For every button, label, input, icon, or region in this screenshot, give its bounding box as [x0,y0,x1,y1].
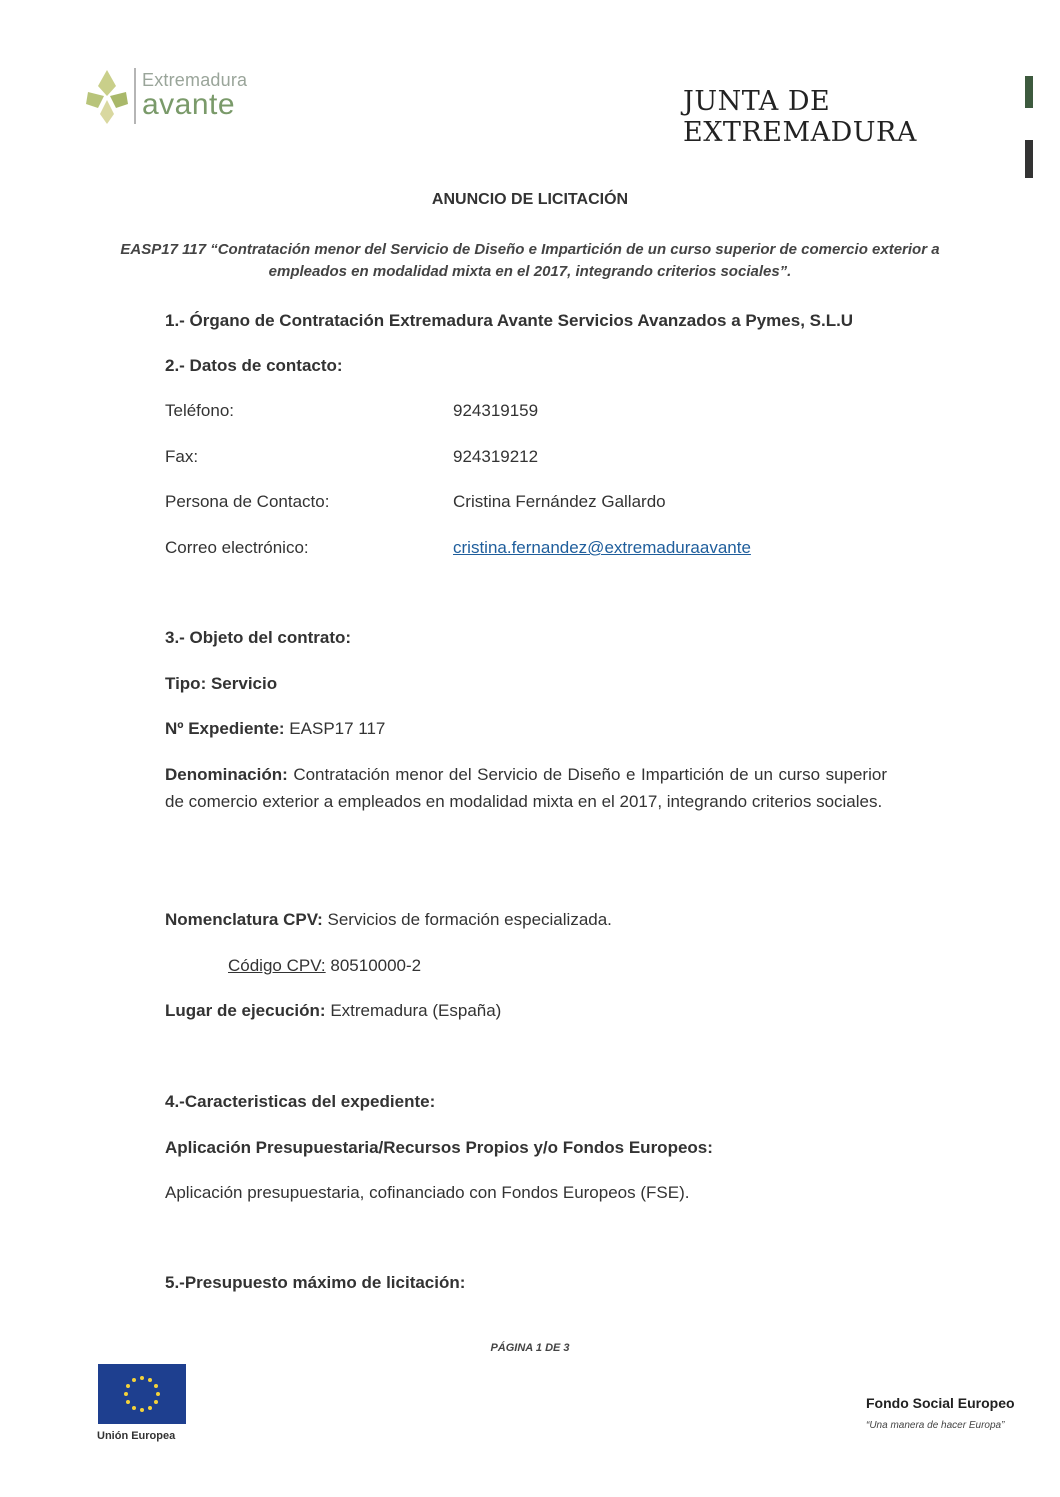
page-title: ANUNCIO DE LICITACIÓN [431,191,629,208]
junta-extremadura-logo: JUNTA DE EXTREMADURA [683,86,917,148]
contact-person-value: Cristina Fernández Gallardo [453,492,666,511]
email-label: Correo electrónico: [165,538,309,557]
eu-label: Unión Europea [97,1430,176,1442]
scan-edge-mark [1025,76,1033,108]
expediente-label: Nº Expediente: [165,719,285,738]
section-5-heading: 5.-Presupuesto máximo de licitación: [165,1273,466,1292]
cpv-line [165,910,612,930]
logo-divider [134,68,136,124]
denominacion-paragraph [165,761,887,815]
fax-value: 924319212 [453,447,539,466]
cpv-value: Servicios de formación especializada. [322,910,612,929]
codigo-cpv-value: 80510000-2 [325,956,422,975]
section-2-heading: 2.- Datos de contacto: [165,356,343,375]
page-subtitle: EASP17 117 “Contratación menor del Servicio de Diseño e Impartición de un curso superior de comercio exterior a empleados en modalidad mixta en el 2017, integrando criterios sociales”. [120,241,940,280]
eu-stars-icon [98,1364,186,1424]
lugar-label: Lugar de ejecución: [165,1001,326,1020]
section-1-heading: 1.- Órgano de Contratación Extremadura Avante Servicios Avanzados a Pymes, S.L.U [165,311,854,330]
expediente-line [165,719,385,739]
logo-text-extremadura: Extremadura [142,70,248,90]
codigo-cpv-label: Código CPV: [228,956,326,975]
denominacion-value: Contratación menor del Servicio de Diseño e Impartición de un curso superior de comercio exterior a empleados en modalidad mixta en el 2017, integrando criterios sociales. [165,765,887,811]
scan-edge-mark [1025,140,1033,178]
page-number: PÁGINA 1 DE 3 [490,1342,570,1354]
expediente-value: EASP17 117 [284,719,386,738]
codigo-cpv-line [228,956,421,976]
extremadura-avante-logo [84,62,254,132]
lugar-value: Extremadura (España) [325,1001,502,1020]
lugar-line [165,1001,501,1021]
phone-label: Teléfono: [165,401,234,420]
aplicacion-heading: Aplicación Presupuestaria/Recursos Propios y/o Fondos Europeos: [165,1138,713,1157]
section-3-heading: 3.- Objeto del contrato: [165,628,352,647]
aplicacion-text: Aplicación presupuestaria, cofinanciado con Fondos Europeos (FSE). [165,1183,690,1202]
avante-logo-icon [84,66,130,126]
phone-value: 924319159 [453,401,539,420]
email-link[interactable]: cristina.fernandez@extremaduraavante [453,538,751,557]
fse-title: Fondo Social Europeo [866,1395,1015,1411]
contact-person-label: Persona de Contacto: [165,492,330,511]
section-4-heading: 4.-Caracteristicas del expediente: [165,1092,436,1111]
fax-label: Fax: [165,447,199,466]
cpv-label: Nomenclatura CPV: [165,910,323,929]
eu-flag-icon [98,1364,186,1424]
denominacion-label: Denominación: [165,765,288,784]
fse-subtitle: “Una manera de hacer Europa” [866,1420,1005,1431]
tipo-line: Tipo: Servicio [165,674,278,693]
logo-text-avante: avante [142,88,236,121]
